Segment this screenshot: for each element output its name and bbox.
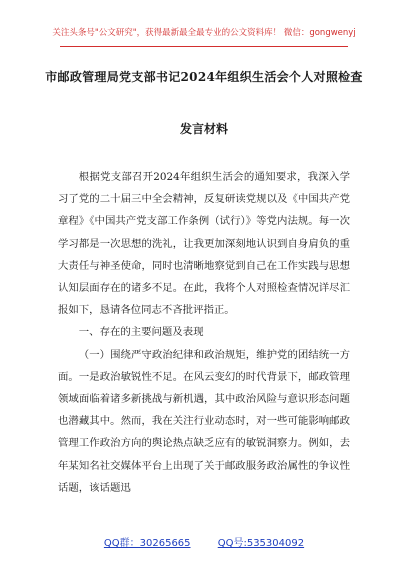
footer bbox=[0, 534, 408, 549]
section-heading: 一、存在的主要问题及表现 bbox=[78, 326, 204, 339]
document-subtitle: 发言材料 bbox=[179, 122, 228, 136]
header-divider bbox=[60, 46, 348, 47]
qq-number-link[interactable]: QQ号:535304092 bbox=[217, 538, 305, 549]
body-paragraph: 根据党支部召开2024年组织生活会的通知要求，我深入学习了党的二十届三中全会精神，反复研读党规以及《中国共产党章程》《中国共产党支部工作条例（试行）》等党内法规。每一次学习都是一次思想的洗礼，让我更加深刻地认识到自身肩负的重大责任与神圣使命，同时也清晰地察觉到自己在工作实践与思想认知层面存在的诸多不足。在此，我将个人对照检查情况详尽汇报如下，恳请各位同志不吝批评指正。 bbox=[58, 171, 350, 317]
header-note: 关注头条号"公文研究"，获得最新最全最专业的公文资料库！ 微信：gongwenyj bbox=[52, 28, 356, 38]
document-title: 市邮政管理局党支部书记2024年组织生活会个人对照检查 bbox=[45, 70, 363, 84]
document-body bbox=[58, 166, 350, 499]
qq-group-link[interactable]: QQ群：30265665 bbox=[103, 538, 191, 549]
body-paragraph: （一）围绕严守政治纪律和政治规矩，维护党的团结统一方面。一是政治敏锐性不足。在风云变幻的时代背景下，邮政管理领域面临着诸多新挑战与新机遇，其中政治风险与意识形态问题也潜藏其中。然而，我在关注行业动态时，对一些可能影响邮政管理工作政治方向的舆论热点缺乏应有的敏锐洞察力。例如，去年某知名社交媒体平台上出现了关于邮政服务政治属性的争议性话题，该话题迅 bbox=[58, 348, 350, 494]
